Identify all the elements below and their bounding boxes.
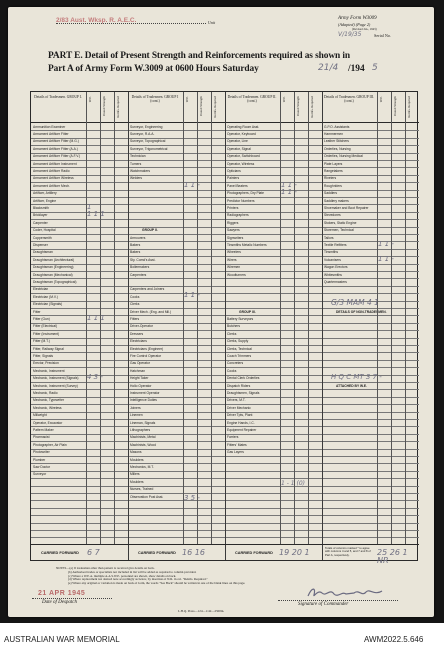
- table-row-label: Hatchman: [130, 368, 146, 373]
- column-divider: [128, 92, 129, 560]
- entry-fitter-mt: 4 3 -: [87, 373, 103, 381]
- form-name: Army Form W3009: [338, 16, 377, 21]
- col3-posted: Posted Strength: [296, 96, 300, 117]
- table-row-label: Armament Artificer Mech.: [33, 183, 71, 188]
- table-row-label: Lithographers: [130, 427, 151, 432]
- year-prefix: /194: [348, 64, 365, 74]
- table-row-label: Electricians: [130, 339, 147, 344]
- signature-underline: [278, 600, 398, 601]
- table-row-label: Armament Artificer Wireless: [33, 176, 74, 181]
- table-row-label: Surveyor, R.A.A.: [130, 131, 155, 136]
- table-row-label: Moulders: [130, 479, 144, 484]
- table-row-label: Fitter, Signals: [33, 353, 53, 358]
- table-row-label: Hammermen: [324, 131, 344, 136]
- table-row-label: Gas Operator: [130, 361, 150, 366]
- table-row-label: Dental Clerk Orderlies: [227, 376, 260, 381]
- table-row-label: Operator, Line: [227, 139, 248, 144]
- table-row-label: Mechanic, Instrument: [33, 368, 65, 373]
- entry-blacksmith: 1 1 1: [87, 210, 105, 218]
- table-row-label: Clerks, Technical: [227, 346, 252, 351]
- table-row-label: Joiners: [130, 405, 141, 410]
- table-row-label: Fitter (M.T.): [33, 339, 50, 344]
- col2-reinfs: Reinfs. Required: [213, 96, 217, 118]
- table-row-label: Electrician (Signals): [33, 302, 63, 307]
- entry-carpenters: 1 1 -: [184, 291, 200, 299]
- table-row-label: Quartermasters: [324, 279, 347, 284]
- column-divider: [225, 92, 226, 560]
- table-row-label: Bakers: [130, 242, 141, 247]
- table-row-label: Opticians: [227, 168, 241, 173]
- table-row-label: Millers: [130, 472, 140, 477]
- table-row-label: Carpenters: [130, 272, 147, 277]
- table-row-label: Armament Artificer Fitter (A.A.): [33, 146, 78, 151]
- unit-underline: [56, 23, 206, 24]
- table-row-label: Shoemaker and Boot Repairer: [324, 205, 369, 210]
- table-row-label: Stokers, Static Engine: [324, 220, 357, 225]
- serial-label: Serial No.: [374, 33, 391, 38]
- table-row-label: Mechanics, M.T.: [130, 464, 154, 469]
- subcolumn-divider: [183, 92, 184, 544]
- table-row-label: Coach Trimmers: [227, 353, 252, 358]
- table-row-label: Fitters: [130, 316, 140, 321]
- carry-total-3: 19 20 1: [279, 548, 310, 557]
- table-row-label: Clerks: [227, 331, 237, 336]
- table-row-label: Stevedores: [324, 213, 341, 218]
- col1-reinfs: Reinfs. Required: [116, 96, 120, 118]
- table-row-label: Tinsmiths Metalic Numbers: [227, 242, 267, 247]
- despatch-date-stamp: 21 APR 1945: [38, 590, 86, 597]
- unit-name-stamp: 2/83 Aust. Wksp. R. A.E.C.: [56, 17, 137, 24]
- table-row-label: Plate Layers: [324, 161, 343, 166]
- carry-total-1: 6 7: [87, 548, 100, 557]
- table-row-label: Ammunition Examiner: [33, 124, 66, 129]
- table-row-label: Rangetakers: [324, 168, 343, 173]
- table-row-label: Carpenters and Joiners: [130, 287, 165, 292]
- table-row-label: Nurses, Trained: [130, 487, 154, 492]
- table-row-label: Height Taker: [130, 376, 149, 381]
- table-row-label: Surveyor, Engineering: [130, 124, 163, 129]
- table-row-label: Armament Artificer Fitter (A.F.V.): [33, 154, 81, 159]
- entry-storemen: 1 1 -: [378, 240, 394, 248]
- title-line-2: Part A of Army Form W.3009 at 0600 Hours Saturday: [48, 64, 259, 74]
- subcolumn-divider: [197, 92, 198, 544]
- table-row-label: Operator, Switchboard: [227, 154, 260, 159]
- unit-label: Unit: [208, 20, 216, 25]
- table-row-label: Surveyor, Trigonometrical: [130, 146, 168, 151]
- archive-accession: AWM2022.5.646: [364, 635, 424, 644]
- form-sheet: [8, 7, 434, 617]
- table-row-label: Coppersmith: [33, 235, 52, 240]
- table-row-label: Erector, Precision: [33, 361, 59, 366]
- table-row-label: Storemen, Technical: [324, 228, 354, 233]
- table-row-label: Driver-Operator: [130, 324, 153, 329]
- subcolumn-divider: [280, 92, 281, 544]
- table-row-label: Engine Hands, I.C.: [227, 420, 255, 425]
- col1-we: W.E.: [88, 96, 92, 103]
- note-line: NOTES—(a) If tradesman other than pattern is received give details on back.: [56, 567, 155, 570]
- table-row-label: Cooks: [130, 294, 140, 299]
- table-row-label: Mechanic, Instrument (Survey): [33, 383, 78, 388]
- table-row-label: Pattern Maker: [33, 427, 54, 432]
- table-row-label: Instrument Operator: [130, 390, 160, 395]
- date-handwritten: 21/4: [318, 63, 339, 73]
- table-row-label: Concreters: [227, 361, 244, 366]
- table-row-label: Wheelers: [227, 250, 241, 255]
- table-row-label: Plumber: [33, 457, 46, 462]
- table-row-label: Signwriters: [227, 235, 244, 240]
- table-row-label: Draughtsman (Mechanical): [33, 272, 73, 277]
- table-row-label: Electrician (M.V.): [33, 294, 58, 299]
- table-row-label: Moulders: [130, 457, 144, 462]
- table-row-label: Machinists, Wood: [130, 442, 156, 447]
- table-row-label: Panel Beaters: [227, 183, 248, 188]
- table-row-label: Intelligence Duties: [130, 398, 157, 403]
- table-row-label: Mechanic, Wireless: [33, 405, 62, 410]
- table-row-label: Clerks: [130, 302, 140, 307]
- table-row-label: Observation Post Asst.: [130, 494, 164, 499]
- table-row-label: G.P.O. Assistants: [324, 124, 350, 129]
- table-row-label: Radiographers: [227, 213, 249, 218]
- subcolumn-divider: [211, 92, 212, 544]
- table-row-label: Vulcanisers: [324, 257, 341, 262]
- table-row-label: Driver Mech. (Eng. and Mil.): [130, 309, 172, 314]
- entry-painters: 1 1 -: [281, 181, 297, 189]
- subcolumn-divider: [391, 92, 392, 544]
- table-row-label: Operator, Wireless: [227, 161, 255, 166]
- note-line: (d) Where replacement not desired note accordingly as below, by insertion of N.R. in col. "Reinfs. Required.": [68, 578, 208, 582]
- col1-header: Details of Tradesmen. GROUP I.: [34, 95, 82, 99]
- col3-reinfs: Reinfs. Required: [310, 96, 314, 118]
- table-row-label: Wiremen: [227, 265, 241, 270]
- table-row-label: Clerks, Supply: [227, 339, 249, 344]
- table-row-label: Orderlies, Nursing Medical: [324, 154, 363, 159]
- carried-forward-1: CARRIED FORWARD: [41, 551, 79, 555]
- table-row-label: Painters: [227, 176, 240, 181]
- table-row-label: Riveters: [324, 176, 337, 181]
- table-row-label: Armament Artificer Fitter: [33, 131, 69, 136]
- table-row-label: Operator, Keyboard: [227, 131, 256, 136]
- table-row-label: Driver Tpts, Plant: [227, 413, 253, 418]
- carried-forward-rule: [31, 544, 419, 545]
- table-row-label: Photographer, Air Plain: [33, 442, 67, 447]
- table-row-label: Wagon Erectors: [324, 265, 348, 270]
- table-row-label: Draughtsman (Architectural): [33, 257, 75, 262]
- table-row-label: Operating Room Asst.: [227, 124, 260, 129]
- table-row-label: Textile Refitters: [324, 242, 347, 247]
- table-row-label: Photowriter: [33, 450, 50, 455]
- table-row-label: GROUP II.: [142, 228, 158, 233]
- carried-forward-3: CARRIED FORWARD: [235, 551, 273, 555]
- table-row-label: Lineman, Signals: [130, 420, 156, 425]
- table-row-label: Fitter (Gun): [33, 316, 50, 321]
- table-row-label: Mechanic, Instrument (Signals): [33, 376, 79, 381]
- year-handwritten: 5: [372, 63, 378, 73]
- entry-quartermaster-note: G/3 MAM 4 1: [331, 298, 379, 307]
- table-row-label: Fire Control Operator: [130, 353, 162, 358]
- table-row-label: Printers: [227, 205, 239, 210]
- table-row-label: Watchmakers: [130, 168, 151, 173]
- entry-electrician-mv: 1 1 1: [87, 314, 105, 322]
- table-row-label: Fitter: [33, 309, 41, 314]
- signature-label: Signature of Commander: [298, 602, 349, 607]
- table-row-label: Pharmacist: [33, 435, 50, 440]
- table-row-label: Drivers, M.T.: [227, 398, 246, 403]
- column-divider: [322, 92, 323, 560]
- entry-artificer-engine: 1: [87, 203, 92, 211]
- table-row-label: Riggers: [227, 220, 239, 225]
- note-line: (b) Authorised trades or specialists not included in list will be added as required to column provided.: [68, 570, 197, 574]
- title-line-1: PART E. Detail of Present Strength and Reinforcements required as shown in: [48, 51, 350, 61]
- note-line: (c) Where a W.E.A. multiple A.A.S.W.E. personnel are shown, show details on back.: [68, 574, 177, 578]
- table-row-label: Coder, Hospital: [33, 228, 56, 233]
- table-row-label: Armament Artificer Instrument: [33, 161, 77, 166]
- entry-panel-beaters: 1 1 -: [281, 188, 297, 196]
- entry-non-tradesmen-note: H Q C MT 3 7 -: [331, 373, 382, 381]
- form-adapted: (Adapted) (Page 2): [338, 22, 371, 27]
- table-row-label: Artificer, Artillery: [33, 191, 57, 196]
- subcolumn-divider: [294, 92, 295, 544]
- entry-mechanics-mt: 3 5 -: [184, 494, 200, 502]
- table-row-label: Whitesmiths: [324, 272, 342, 277]
- table-row-label: Armament Artificer Radio: [33, 168, 70, 173]
- table-row-label: Farriers: [227, 435, 239, 440]
- table-row-label: DETAILS OF NON-TRADESMEN.: [336, 309, 387, 314]
- note-line: (e) Where any original or variation is made on back of form, the words "See Back" should be written in one of the blank lines on this page.: [68, 582, 246, 586]
- table-row-label: Blacksmith: [33, 205, 49, 210]
- col4-posted: Posted Strength: [393, 96, 397, 117]
- table-row-label: Electricians (Engineer): [130, 346, 164, 351]
- table-row-label: Mechanic, Typewriter: [33, 398, 65, 403]
- table-row-label: Boilermakers: [130, 265, 150, 270]
- table-row-label: Masons: [130, 450, 142, 455]
- serial-number-handwritten: V/19/35: [338, 31, 362, 38]
- strength-table: [30, 91, 418, 565]
- table-row-label: Saw Doctor: [33, 464, 51, 469]
- subcolumn-divider: [308, 92, 309, 544]
- table-row-label: Draughtsman: [33, 250, 53, 255]
- entry-driver-mechanic: 1 - 1 (0): [281, 480, 306, 487]
- table-row-label: Hollo Operator: [130, 383, 152, 388]
- table-row-label: Saddlers: [324, 191, 338, 196]
- table-row-label: Dispatch Riders: [227, 383, 251, 388]
- carry-total-2: 16 16: [182, 548, 205, 557]
- col3-we: W.E.: [282, 96, 286, 103]
- table-row-label: Sty. Comd's Asst.: [130, 257, 156, 262]
- form-revised: (Revised Jan., 1943): [352, 27, 377, 31]
- table-row-label: Gas Layers: [227, 450, 244, 455]
- table-row-label: Butchers: [227, 324, 241, 329]
- carried-forward-2: CARRIED FORWARD: [138, 551, 176, 555]
- table-row-label: Sawyers: [227, 228, 240, 233]
- table-row-label: Leather Stitchers: [324, 139, 349, 144]
- table-row-label: Fitters' Mates: [227, 442, 247, 447]
- table-row-label: Equipment Repairer: [227, 427, 257, 432]
- col2-posted: Posted Strength: [199, 96, 203, 117]
- table-row-label: Orderlies, Nursing: [324, 146, 351, 151]
- table-row-label: Operator, Signal: [227, 146, 251, 151]
- despatch-label: Date of Despatch: [42, 600, 77, 605]
- col3-header: Details of Tradesmen. GROUP II. (cont.): [227, 95, 277, 104]
- table-row-label: Fitter (Instrument): [33, 331, 60, 336]
- table-row-label: Fitter, Railway Signal: [33, 346, 64, 351]
- table-row-label: Artificer, Engine: [33, 198, 57, 203]
- col4-we: W.E.: [379, 96, 383, 103]
- table-row-label: Predictor Numbers: [227, 198, 255, 203]
- table-row-label: Draughtsman (Topographical): [33, 279, 77, 284]
- entry-welders: 1 1 -: [184, 181, 200, 189]
- col4-reinfs: Reinfs. Required: [407, 96, 411, 118]
- table-row-label: Battery Surveyors: [227, 316, 254, 321]
- table-row-label: Welders: [130, 176, 143, 181]
- table-row-label: Linemen: [130, 413, 143, 418]
- table-row-label: Surveyor, Topographical: [130, 139, 166, 144]
- table-row-label: Operator, Excavator: [33, 420, 63, 425]
- table-row-label: Bricklayer: [33, 213, 48, 218]
- table-row-label: Driver Mechanic: [227, 405, 251, 410]
- table-row-label: Draughtsman (Engineering): [33, 265, 74, 270]
- subcolumn-divider: [377, 92, 378, 544]
- entry-textile: 1 1 -: [378, 255, 394, 263]
- col1-posted: Posted Strength: [102, 96, 106, 117]
- col2-we: W.E.: [185, 96, 189, 103]
- table-row-label: Armament Artificer Fitter (M.G.): [33, 139, 79, 144]
- table-row-label: Mechanic, Radio: [33, 390, 58, 395]
- table-row-label: Fitter (Electrical): [33, 324, 57, 329]
- col4-header: Details of Tradesmen. GROUP III. (cont.): [324, 95, 374, 104]
- table-row-label: Bakers: [130, 250, 141, 255]
- col2-header: Details of Tradesmen. GROUP I (cont.): [131, 95, 179, 104]
- table-row-label: Millwright: [33, 413, 47, 418]
- table-row-label: Dressers: [130, 331, 144, 336]
- table-row-label: Cooks: [227, 368, 237, 373]
- table-row-label: Armourers: [130, 235, 146, 240]
- table-row-label: Turners: [130, 161, 142, 166]
- subcolumn-divider: [405, 92, 406, 544]
- printer-line: L.H.Q. Press—12d—1/42—2500m.: [178, 609, 225, 613]
- archive-institution: AUSTRALIAN WAR MEMORIAL: [4, 635, 120, 644]
- table-row-label: Tailors: [324, 235, 334, 240]
- table-row-label: GROUP III.: [239, 309, 256, 314]
- subcolumn-divider: [114, 92, 115, 544]
- table-row-label: ATTACHED BY W.E.: [336, 383, 367, 388]
- archive-caption-bar: [0, 623, 444, 653]
- table-row-label: Roughriders: [324, 183, 342, 188]
- table-row-label: Machinists, Metal: [130, 435, 156, 440]
- table-row-label: Surveyor: [33, 472, 47, 477]
- despatch-underline: [32, 598, 112, 599]
- table-row-label: Wirers: [227, 257, 237, 262]
- table-row-label: Woodturners: [227, 272, 246, 277]
- table-row-label: Tinsmiths: [324, 250, 338, 255]
- table-row-label: Carpenter: [33, 220, 48, 225]
- totals-note: Totals of columns marked * to agree with columns 4 and 5, and 7 and 8 of Part A, respectively.: [325, 547, 371, 557]
- carry-total-4: 25 26 1 NR: [377, 548, 408, 565]
- table-row-label: Electrician: [33, 287, 49, 292]
- table-row-label: Technician: [130, 154, 146, 159]
- table-row-label: Photographers, Dry Plate: [227, 191, 265, 196]
- table-row-label: Saddlery makers: [324, 198, 349, 203]
- commander-signature: [304, 583, 394, 601]
- table-row-label: Dispenser: [33, 242, 48, 247]
- table-row-label: Draughtsmen, Signals: [227, 390, 260, 395]
